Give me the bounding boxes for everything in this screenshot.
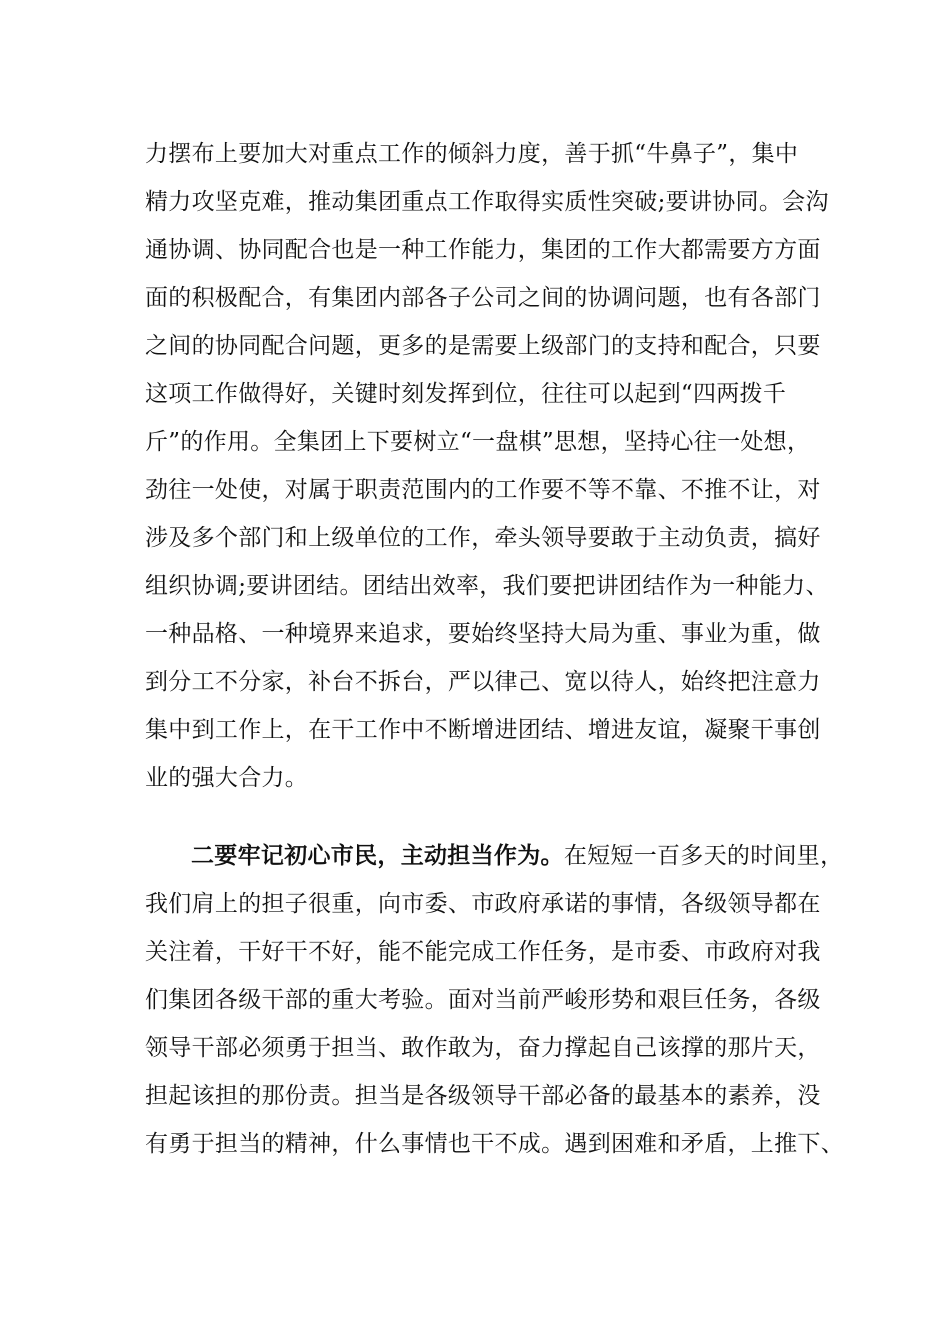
paragraph-line: 精力攻坚克难，推动集团重点工作取得实质性突破;要讲协同。会沟 (145, 189, 829, 215)
section-heading: 二要牢记初心市民，主动担当作为。 (191, 842, 564, 869)
paragraph-line: 集中到工作上，在干工作中不断增进团结、增进友谊，凝聚干事创 (145, 717, 821, 743)
paragraph-line: 劲往一处使，对属于职责范围内的工作要不等不靠、不推不让，对 (145, 477, 821, 503)
paragraph-line: 斤”的作用。全集团上下要树立“一盘棋”思想，坚持心往一处想， (145, 429, 811, 455)
paragraph-line: 涉及多个部门和上级单位的工作，牵头领导要敢于主动负责，搞好 (145, 525, 821, 551)
paragraph-line: 这项工作做得好，关键时刻发挥到位，往往可以起到“四两拨千 (145, 381, 787, 407)
paragraph-line: 关注着，干好干不好，能不能完成工作任务，是市委、市政府对我 (145, 939, 821, 965)
paragraph-line: 力摆布上要加大对重点工作的倾斜力度，善于抓“牛鼻子”，集中 (145, 141, 799, 167)
paragraph-first-line (191, 836, 844, 876)
paragraph-line: 业的强大合力。 (145, 765, 309, 791)
paragraph-line-rest: 在短短一百多天的时间里， (563, 843, 844, 869)
paragraph-line: 通协调、协同配合也是一种工作能力，集团的工作大都需要方方面 (145, 237, 821, 263)
paragraph-line: 一种品格、一种境界来追求，要始终坚持大局为重、事业为重，做 (145, 621, 821, 647)
paragraph-line: 我们肩上的担子很重，向市委、市政府承诺的事情，各级领导都在 (145, 891, 821, 917)
paragraph-line: 担起该担的那份责。担当是各级领导干部必备的最基本的素养，没 (145, 1083, 821, 1109)
paragraph-line: 到分工不分家，补台不拆台，严以律己、宽以待人，始终把注意力 (145, 669, 821, 695)
paragraph-line: 组织协调;要讲团结。团结出效率，我们要把讲团结作为一种能力、 (145, 573, 829, 599)
paragraph-line: 面的积极配合，有集团内部各子公司之间的协调问题，也有各部门 (145, 285, 821, 311)
paragraph-line: 领导干部必须勇于担当、敢作敢为，奋力撑起自己该撑的那片天， (145, 1035, 821, 1061)
paragraph-line: 们集团各级干部的重大考验。面对当前严峻形势和艰巨任务，各级 (145, 987, 821, 1013)
paragraph-line: 有勇于担当的精神，什么事情也干不成。遇到困难和矛盾，上推下、 (145, 1131, 844, 1157)
paragraph-line: 之间的协同配合问题，更多的是需要上级部门的支持和配合，只要 (145, 333, 821, 359)
